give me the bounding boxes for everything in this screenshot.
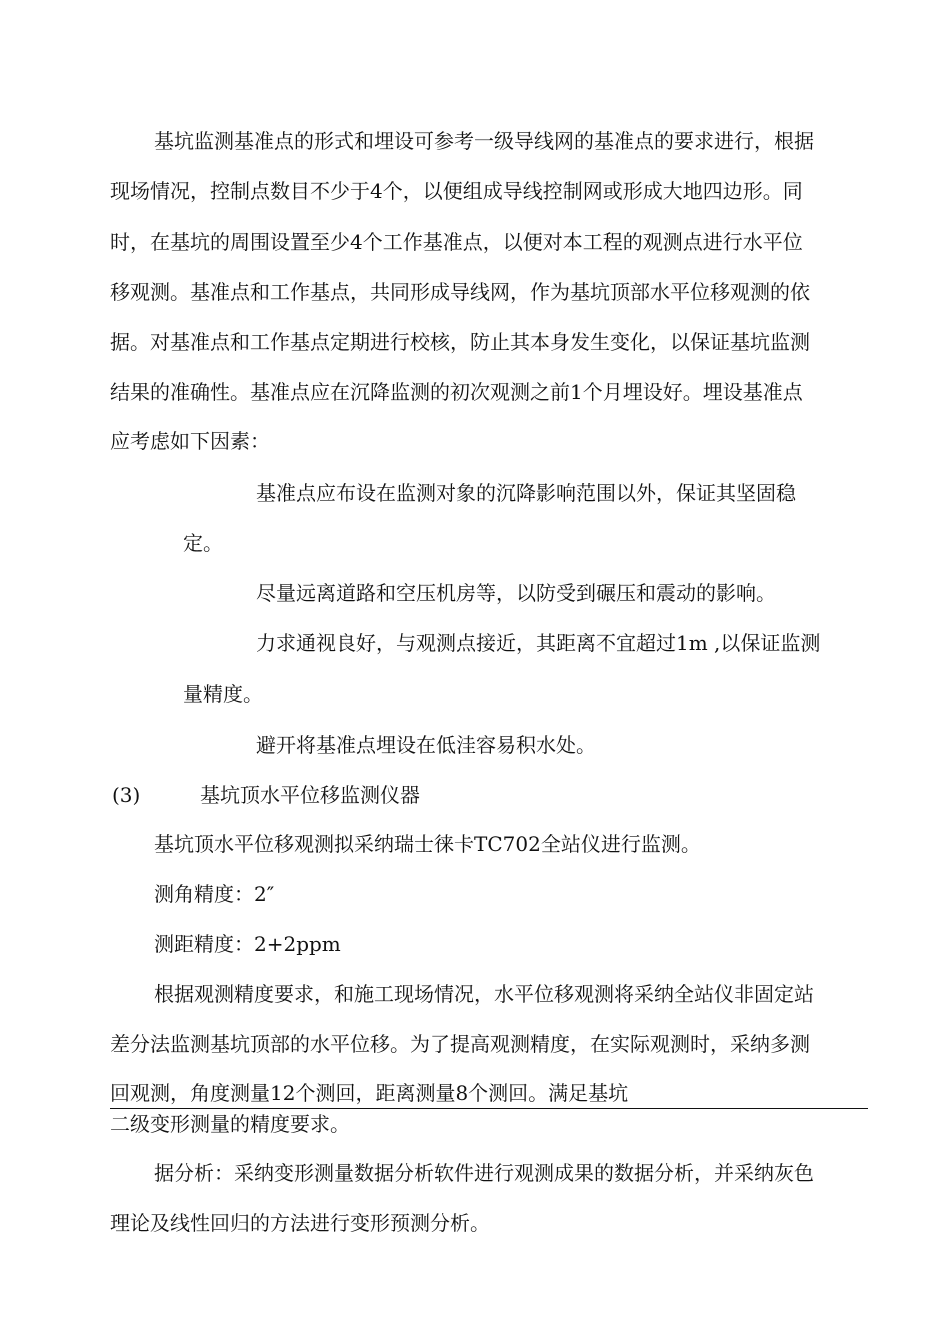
list-item-3-line-1: 力求通视良好，与观测点接近，其距离不宜超过1m ,以保证监测 xyxy=(256,631,821,655)
para3-line-1: 据分析：采纳变形测量数据分析软件进行观测成果的数据分析，并采纳灰色 xyxy=(154,1161,814,1185)
distance-precision: 测距精度：2+2ppm xyxy=(154,932,341,956)
section-title: 基坑顶水平位移监测仪器 xyxy=(200,783,420,807)
angle-precision: 测角精度：2″ xyxy=(154,882,275,906)
para3-line-2: 理论及线性回归的方法进行变形预测分析。 xyxy=(110,1211,490,1235)
para1-line-5: 据。对基准点和工作基点定期进行校核，防止其本身发生变化，以保证基坑监测 xyxy=(110,330,810,354)
list-item-1-line-2: 定。 xyxy=(183,531,223,555)
para1-line-1: 基坑监测基准点的形式和埋设可参考一级导线网的基准点的要求进行，根据 xyxy=(154,129,814,153)
instrument-line: 基坑顶水平位移观测拟采纳瑞士徕卡TC702全站仪进行监测。 xyxy=(154,832,701,856)
para1-line-7: 应考虑如下因素： xyxy=(110,429,270,453)
list-item-1-line-1: 基准点应布设在监测对象的沉降影响范围以外，保证其坚固稳 xyxy=(256,481,796,505)
para1-line-3: 时，在基坑的周围设置至少4个工作基准点，以便对本工程的观测点进行水平位 xyxy=(110,230,803,254)
para2-line-1: 根据观测精度要求，和施工现场情况，水平位移观测将采纳全站仪非固定站 xyxy=(154,982,814,1006)
after-rule-line: 二级变形测量的精度要求。 xyxy=(110,1112,350,1136)
para2-line-2: 差分法监测基坑顶部的水平位移。为了提高观测精度，在实际观测时，采纳多测 xyxy=(110,1032,810,1056)
list-item-4: 避开将基准点埋设在低洼容易积水处。 xyxy=(256,733,596,757)
para1-line-6: 结果的准确性。基准点应在沉降监测的初次观测之前1个月埋设好。埋设基准点 xyxy=(110,380,803,404)
horizontal-rule xyxy=(110,1108,868,1109)
para1-line-2: 现场情况，控制点数目不少于4个，以便组成导线控制网或形成大地四边形。同 xyxy=(110,179,803,203)
para2-line-3: 回观测，角度测量12个测回，距离测量8个测回。满足基坑 xyxy=(110,1081,629,1105)
list-item-2: 尽量远离道路和空压机房等，以防受到碾压和震动的影响。 xyxy=(256,581,776,605)
para1-line-4: 移观测。基准点和工作基点，共同形成导线网，作为基坑顶部水平位移观测的依 xyxy=(110,280,810,304)
section-number: (3) xyxy=(112,783,141,807)
list-item-3-line-2: 量精度。 xyxy=(183,682,263,706)
